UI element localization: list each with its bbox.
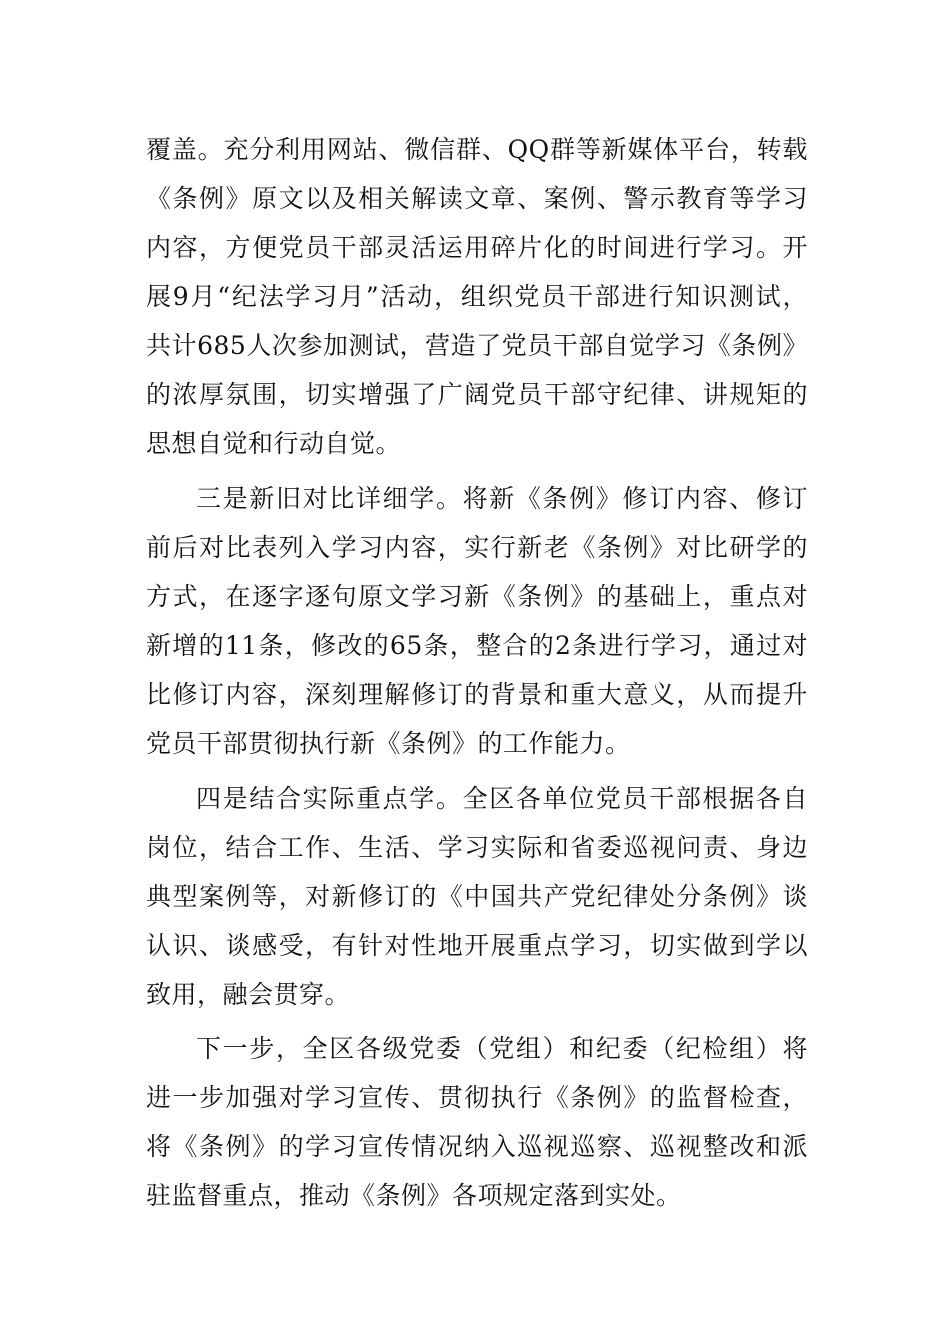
- text-line: 四是结合实际重点学。全区各单位党员干部根据各自: [196, 784, 808, 813]
- text-line: 将《条例》的学习宣传情况纳入巡视巡察、巡视整改和派: [146, 1132, 808, 1161]
- text-line: 覆盖。充分利用网站、微信群、QQ群等新媒体平台，转载: [146, 135, 808, 164]
- text-line: 下一步，全区各级党委（党组）和纪委（纪检组）将: [196, 1034, 808, 1063]
- text-line: 三是新旧对比详细学。将新《条例》修订内容、修订: [196, 484, 808, 513]
- paragraph-next-steps: [146, 1024, 808, 1220]
- text-line: 方式，在逐字逐句原文学习新《条例》的基础上，重点对: [146, 582, 808, 611]
- text-line: 思想自觉和行动自觉。: [146, 429, 402, 458]
- text-line: 展9月“纪法学习月”活动，组织党员干部进行知识测试，: [146, 282, 808, 311]
- text-line: 岗位，结合工作、生活、学习实际和省委巡视问责、身边: [146, 833, 808, 862]
- text-line: 共计685人次参加测试，营造了党员干部自觉学习《条例》: [146, 331, 808, 360]
- text-line: 认识、谈感受，有针对性地开展重点学习，切实做到学以: [146, 931, 808, 960]
- text-line: 党员干部贯彻执行新《条例》的工作能力。: [146, 729, 631, 758]
- text-line: 典型案例等，对新修订的《中国共产党纪律处分条例》谈: [146, 882, 808, 911]
- text-line: 前后对比表列入学习内容，实行新老《条例》对比研学的: [146, 533, 808, 562]
- text-line: 内容，方便党员干部灵活运用碎片化的时间进行学习。开: [146, 233, 808, 262]
- paragraph-practical-study: [146, 774, 808, 1019]
- text-line: 《条例》原文以及相关解读文章、案例、警示教育等学习: [146, 184, 808, 213]
- text-line: 致用，融会贯穿。: [146, 980, 351, 1009]
- text-line: 比修订内容，深刻理解修订的背景和重大意义，从而提升: [146, 680, 808, 709]
- text-line: 的浓厚氛围，切实增强了广阔党员干部守纪律、讲规矩的: [146, 380, 808, 409]
- paragraph-comparison-study: [146, 474, 808, 768]
- text-line: 新增的11条，修改的65条，整合的2条进行学习，通过对: [146, 631, 808, 660]
- text-line: 驻监督重点，推动《条例》各项规定落到实处。: [146, 1181, 682, 1210]
- text-line: 进一步加强对学习宣传、贯彻执行《条例》的监督检查，: [146, 1083, 808, 1112]
- paragraph-continued-media-study: [146, 125, 808, 468]
